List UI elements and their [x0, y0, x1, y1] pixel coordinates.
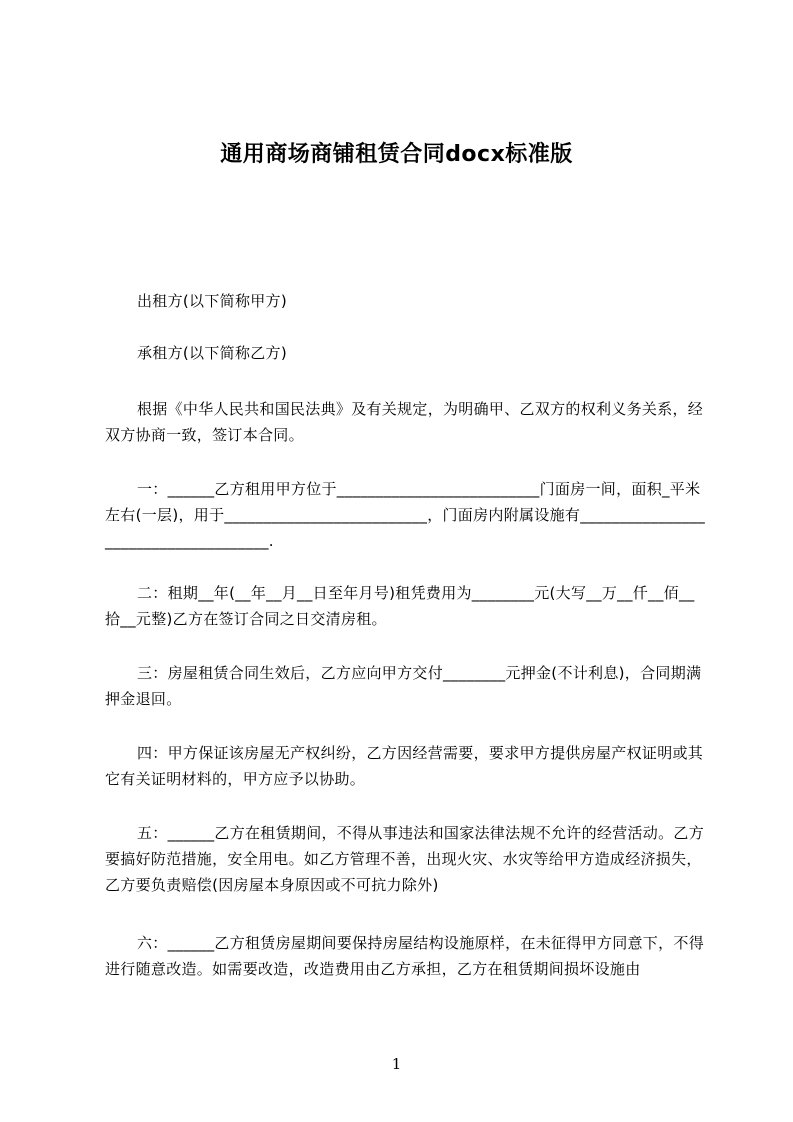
paragraph-clause-3: 三：房屋租赁合同生效后，乙方应向甲方交付________元押金(不计利息)，合同期满押金退回。	[105, 664, 702, 708]
paragraph-clause-1: 一：______乙方租用甲方位于__________________________门面房一间，面积_平米左右(一层)，用于__________________________，门面房内附属设施有_____________________________________.	[105, 480, 706, 550]
paragraph-preamble: 根据《中华人民共和国民法典》及有关规定，为明确甲、乙双方的权利义务关系，经双方协商一致，签订本合同。	[105, 400, 704, 444]
document-title: 通用商场商铺租赁合同docx标准版	[220, 142, 573, 167]
paragraph-clause-6: 六：______乙方租赁房屋期间要保持房屋结构设施原样，在未征得甲方同意下，不得进行随意改造。如需要改造，改造费用由乙方承担，乙方在租赁期间损坏设施由	[105, 934, 705, 978]
paragraph-lessee: 承租方(以下简称乙方)	[137, 344, 288, 362]
paragraph-clause-2: 二：租期__年(__年__月__日至年月号)租凭费用为________元(大写__万__仟__佰__拾__元整)乙方在签订合同之日交清房租。	[105, 584, 695, 628]
paragraph-clause-5: 五：______乙方在租赁期间，不得从事违法和国家法律法规不允许的经营活动。乙方要搞好防范措施，安全用电。如乙方管理不善，出现火灾、水灾等给甲方造成经济损失，乙方要负责赔偿(因房屋本身原因或不可抗力除外)	[105, 824, 705, 894]
paragraph-lessor: 出租方(以下简称甲方)	[137, 292, 288, 310]
page-number: 1	[391, 1055, 402, 1073]
paragraph-clause-4: 四：甲方保证该房屋无产权纠纷，乙方因经营需要，要求甲方提供房屋产权证明或其它有关证明材料的，甲方应予以协助。	[105, 744, 704, 788]
